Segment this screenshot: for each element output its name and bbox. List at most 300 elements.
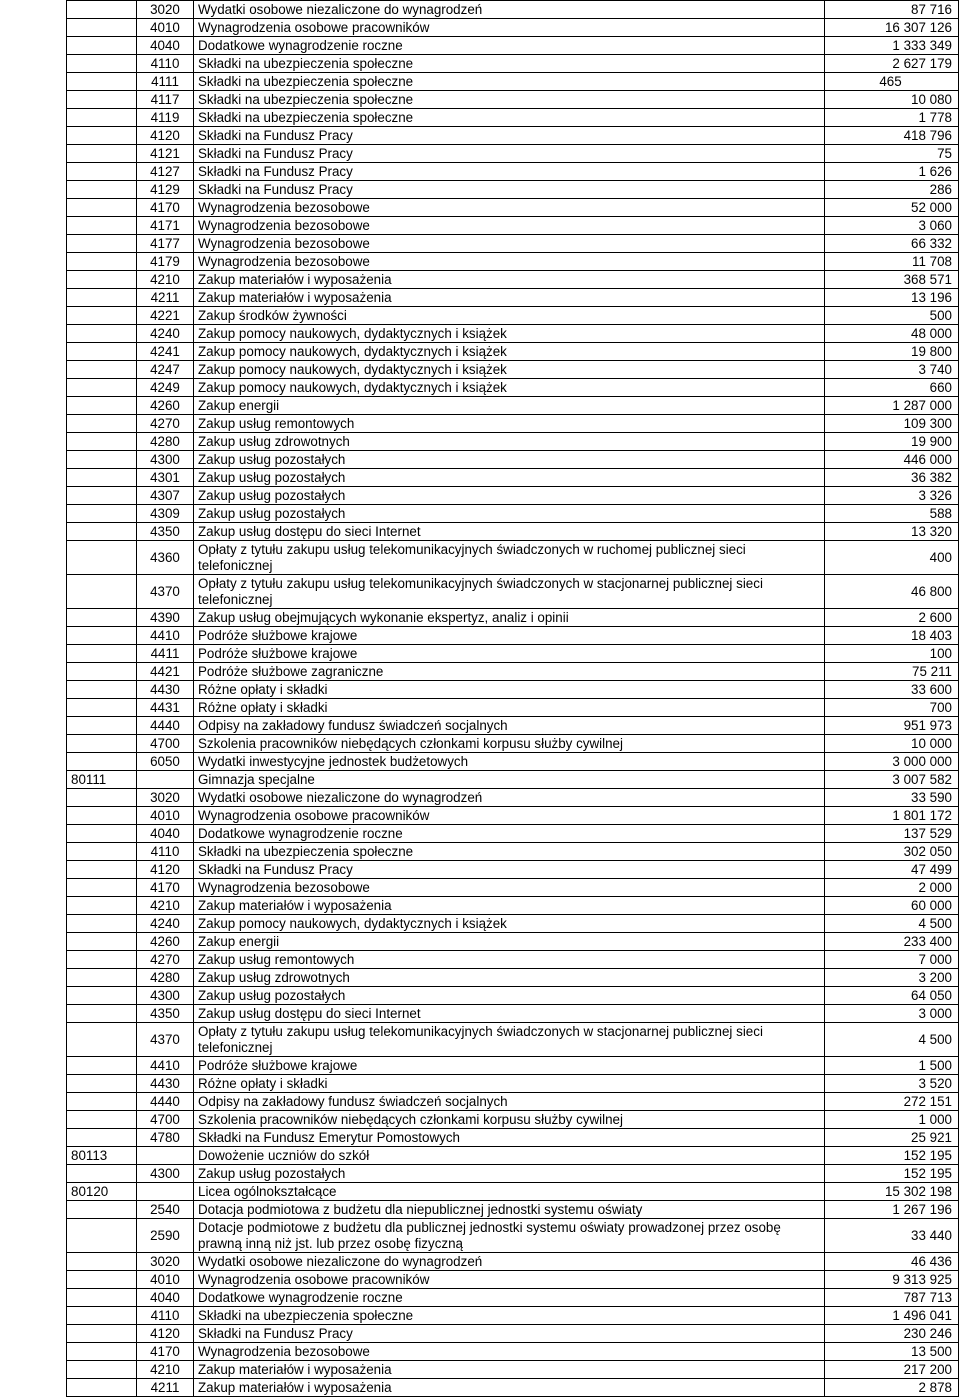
section-code-cell bbox=[67, 843, 137, 861]
section-code-cell bbox=[67, 37, 137, 55]
amount-cell: 446 000 bbox=[825, 451, 959, 469]
paragraph-code-cell: 3020 bbox=[137, 1, 194, 19]
section-code-cell bbox=[67, 1343, 137, 1361]
table-row bbox=[67, 451, 959, 469]
amount-cell: 272 151 bbox=[825, 1093, 959, 1111]
table-row bbox=[67, 1165, 959, 1183]
amount-cell: 2 000 bbox=[825, 879, 959, 897]
table-row bbox=[67, 1057, 959, 1075]
table-row bbox=[67, 1307, 959, 1325]
section-code-cell bbox=[67, 217, 137, 235]
amount-cell: 87 716 bbox=[825, 1, 959, 19]
amount-cell: 52 000 bbox=[825, 199, 959, 217]
paragraph-code-cell: 4280 bbox=[137, 433, 194, 451]
section-code-cell bbox=[67, 451, 137, 469]
section-code-cell bbox=[67, 163, 137, 181]
section-code-cell bbox=[67, 1111, 137, 1129]
description-cell: Wydatki inwestycyjne jednostek budżetowych bbox=[194, 753, 825, 771]
paragraph-code-cell: 4177 bbox=[137, 235, 194, 253]
description-cell: Zakup usług dostępu do sieci Internet bbox=[194, 523, 825, 541]
section-code-cell bbox=[67, 1093, 137, 1111]
section-code-cell bbox=[67, 55, 137, 73]
table-row bbox=[67, 541, 959, 575]
section-code-cell bbox=[67, 609, 137, 627]
description-cell: Wynagrodzenia osobowe pracowników bbox=[194, 19, 825, 37]
paragraph-code-cell: 4780 bbox=[137, 1129, 194, 1147]
description-cell: Opłaty z tytułu zakupu usług telekomunikacyjnych świadczonych w stacjonarnej publicznej sieci telefonicznej bbox=[194, 575, 825, 609]
table-row bbox=[67, 73, 959, 91]
section-code-cell bbox=[67, 627, 137, 645]
table-row bbox=[67, 717, 959, 735]
paragraph-code-cell: 4111 bbox=[137, 73, 194, 91]
paragraph-code-cell: 4010 bbox=[137, 807, 194, 825]
section-code-cell bbox=[67, 1361, 137, 1379]
section-code-cell bbox=[67, 235, 137, 253]
description-cell: Składki na Fundusz Pracy bbox=[194, 145, 825, 163]
section-code-cell bbox=[67, 1201, 137, 1219]
description-cell: Wynagrodzenia osobowe pracowników bbox=[194, 807, 825, 825]
section-code-cell bbox=[67, 807, 137, 825]
table-row bbox=[67, 37, 959, 55]
table-row bbox=[67, 699, 959, 717]
paragraph-code-cell: 4300 bbox=[137, 987, 194, 1005]
description-cell: Zakup usług pozostałych bbox=[194, 505, 825, 523]
amount-cell: 1 333 349 bbox=[825, 37, 959, 55]
paragraph-code-cell: 3020 bbox=[137, 789, 194, 807]
table-row bbox=[67, 897, 959, 915]
amount-cell: 787 713 bbox=[825, 1289, 959, 1307]
table-row bbox=[67, 217, 959, 235]
paragraph-code-cell: 4300 bbox=[137, 1165, 194, 1183]
section-code-cell bbox=[67, 325, 137, 343]
table-row bbox=[67, 627, 959, 645]
description-cell: Zakup pomocy naukowych, dydaktycznych i książek bbox=[194, 343, 825, 361]
paragraph-code-cell: 4121 bbox=[137, 145, 194, 163]
paragraph-code-cell: 4010 bbox=[137, 19, 194, 37]
paragraph-code-cell: 4350 bbox=[137, 1005, 194, 1023]
section-code-cell bbox=[67, 897, 137, 915]
section-code-cell bbox=[67, 1307, 137, 1325]
table-row bbox=[67, 1325, 959, 1343]
section-code-cell bbox=[67, 433, 137, 451]
section-code-cell bbox=[67, 1379, 137, 1397]
paragraph-code-cell: 4300 bbox=[137, 451, 194, 469]
amount-cell: 46 800 bbox=[825, 575, 959, 609]
section-code-cell bbox=[67, 1165, 137, 1183]
table-row bbox=[67, 109, 959, 127]
paragraph-code-cell: 4170 bbox=[137, 1343, 194, 1361]
section-code-cell bbox=[67, 645, 137, 663]
amount-cell: 3 060 bbox=[825, 217, 959, 235]
table-row bbox=[67, 879, 959, 897]
paragraph-code-cell: 4410 bbox=[137, 1057, 194, 1075]
description-cell: Gimnazja specjalne bbox=[194, 771, 825, 789]
paragraph-code-cell: 4179 bbox=[137, 253, 194, 271]
table-row bbox=[67, 1093, 959, 1111]
description-cell: Zakup materiałów i wyposażenia bbox=[194, 897, 825, 915]
description-cell: Wynagrodzenia bezosobowe bbox=[194, 217, 825, 235]
paragraph-code-cell: 4221 bbox=[137, 307, 194, 325]
section-code-cell bbox=[67, 487, 137, 505]
paragraph-code-cell: 4120 bbox=[137, 1325, 194, 1343]
section-code-cell bbox=[67, 663, 137, 681]
paragraph-code-cell: 4120 bbox=[137, 127, 194, 145]
description-cell: Podróże służbowe krajowe bbox=[194, 645, 825, 663]
description-cell: Dowożenie uczniów do szkół bbox=[194, 1147, 825, 1165]
section-code-cell bbox=[67, 523, 137, 541]
paragraph-code-cell: 4240 bbox=[137, 915, 194, 933]
table-row bbox=[67, 325, 959, 343]
paragraph-code-cell bbox=[137, 771, 194, 789]
table-row bbox=[67, 933, 959, 951]
table-row bbox=[67, 1271, 959, 1289]
table-row bbox=[67, 575, 959, 609]
table-row bbox=[67, 253, 959, 271]
paragraph-code-cell: 4247 bbox=[137, 361, 194, 379]
section-code-cell bbox=[67, 73, 137, 91]
description-cell: Dodatkowe wynagrodzenie roczne bbox=[194, 1289, 825, 1307]
description-cell: Wynagrodzenia bezosobowe bbox=[194, 235, 825, 253]
amount-cell: 13 320 bbox=[825, 523, 959, 541]
description-cell: Składki na Fundusz Emerytur Pomostowych bbox=[194, 1129, 825, 1147]
description-cell: Zakup usług pozostałych bbox=[194, 469, 825, 487]
section-code-cell bbox=[67, 825, 137, 843]
section-code-cell: 80111 bbox=[67, 771, 137, 789]
description-cell: Odpisy na zakładowy fundusz świadczeń socjalnych bbox=[194, 1093, 825, 1111]
paragraph-code-cell: 4210 bbox=[137, 1361, 194, 1379]
paragraph-code-cell: 4390 bbox=[137, 609, 194, 627]
section-code-cell bbox=[67, 1219, 137, 1253]
paragraph-code-cell: 4240 bbox=[137, 325, 194, 343]
description-cell: Składki na ubezpieczenia społeczne bbox=[194, 91, 825, 109]
amount-cell: 4 500 bbox=[825, 1023, 959, 1057]
amount-cell: 1 500 bbox=[825, 1057, 959, 1075]
description-cell: Szkolenia pracowników niebędących członkami korpusu służby cywilnej bbox=[194, 1111, 825, 1129]
section-code-cell bbox=[67, 1023, 137, 1057]
description-cell: Podróże służbowe krajowe bbox=[194, 627, 825, 645]
section-code-cell bbox=[67, 505, 137, 523]
amount-cell: 10 080 bbox=[825, 91, 959, 109]
description-cell: Zakup pomocy naukowych, dydaktycznych i książek bbox=[194, 379, 825, 397]
description-cell: Zakup pomocy naukowych, dydaktycznych i książek bbox=[194, 325, 825, 343]
section-code-cell bbox=[67, 1325, 137, 1343]
paragraph-code-cell: 4440 bbox=[137, 1093, 194, 1111]
amount-cell: 19 800 bbox=[825, 343, 959, 361]
paragraph-code-cell: 4431 bbox=[137, 699, 194, 717]
table-row bbox=[67, 753, 959, 771]
section-code-cell bbox=[67, 951, 137, 969]
section-code-cell bbox=[67, 1271, 137, 1289]
table-row bbox=[67, 789, 959, 807]
description-cell: Wynagrodzenia bezosobowe bbox=[194, 879, 825, 897]
description-cell: Podróże służbowe zagraniczne bbox=[194, 663, 825, 681]
amount-cell: 137 529 bbox=[825, 825, 959, 843]
table-row bbox=[67, 1, 959, 19]
amount-cell: 660 bbox=[825, 379, 959, 397]
amount-cell: 25 921 bbox=[825, 1129, 959, 1147]
paragraph-code-cell: 4120 bbox=[137, 861, 194, 879]
section-code-cell bbox=[67, 109, 137, 127]
amount-cell: 13 500 bbox=[825, 1343, 959, 1361]
description-cell: Składki na ubezpieczenia społeczne bbox=[194, 109, 825, 127]
amount-cell: 7 000 bbox=[825, 951, 959, 969]
description-cell: Podróże służbowe krajowe bbox=[194, 1057, 825, 1075]
amount-cell: 47 499 bbox=[825, 861, 959, 879]
table-row bbox=[67, 735, 959, 753]
description-cell: Składki na ubezpieczenia społeczne bbox=[194, 55, 825, 73]
section-code-cell bbox=[67, 379, 137, 397]
table-row bbox=[67, 145, 959, 163]
paragraph-code-cell bbox=[137, 1183, 194, 1201]
table-row bbox=[67, 415, 959, 433]
description-cell: Zakup materiałów i wyposażenia bbox=[194, 289, 825, 307]
description-cell: Wynagrodzenia bezosobowe bbox=[194, 1343, 825, 1361]
paragraph-code-cell: 4280 bbox=[137, 969, 194, 987]
section-code-cell bbox=[67, 343, 137, 361]
table-row bbox=[67, 1289, 959, 1307]
paragraph-code-cell: 4241 bbox=[137, 343, 194, 361]
amount-cell: 75 bbox=[825, 145, 959, 163]
description-cell: Wynagrodzenia osobowe pracowników bbox=[194, 1271, 825, 1289]
amount-cell: 418 796 bbox=[825, 127, 959, 145]
paragraph-code-cell bbox=[137, 1147, 194, 1165]
table-row bbox=[67, 1005, 959, 1023]
paragraph-code-cell: 4117 bbox=[137, 91, 194, 109]
table-row bbox=[67, 1361, 959, 1379]
section-code-cell: 80113 bbox=[67, 1147, 137, 1165]
amount-cell: 230 246 bbox=[825, 1325, 959, 1343]
section-code-cell bbox=[67, 699, 137, 717]
section-code-cell bbox=[67, 861, 137, 879]
description-cell: Szkolenia pracowników niebędących członkami korpusu służby cywilnej bbox=[194, 735, 825, 753]
section-code-cell bbox=[67, 969, 137, 987]
section-code-cell bbox=[67, 1289, 137, 1307]
paragraph-code-cell: 4430 bbox=[137, 681, 194, 699]
paragraph-code-cell: 4210 bbox=[137, 897, 194, 915]
table-row bbox=[67, 825, 959, 843]
section-code-cell bbox=[67, 1005, 137, 1023]
section-code-cell bbox=[67, 397, 137, 415]
description-cell: Dotacja podmiotowa z budżetu dla niepublicznej jednostki systemu oświaty bbox=[194, 1201, 825, 1219]
amount-cell: 10 000 bbox=[825, 735, 959, 753]
table-row bbox=[67, 843, 959, 861]
description-cell: Odpisy na zakładowy fundusz świadczeń socjalnych bbox=[194, 717, 825, 735]
table-row bbox=[67, 433, 959, 451]
description-cell: Zakup energii bbox=[194, 397, 825, 415]
amount-cell: 1 778 bbox=[825, 109, 959, 127]
section-code-cell bbox=[67, 789, 137, 807]
table-row bbox=[67, 523, 959, 541]
section-code-cell bbox=[67, 145, 137, 163]
table-row bbox=[67, 609, 959, 627]
section-code-cell bbox=[67, 91, 137, 109]
description-cell: Zakup energii bbox=[194, 933, 825, 951]
table-row bbox=[67, 1343, 959, 1361]
section-code-cell bbox=[67, 253, 137, 271]
paragraph-code-cell: 4127 bbox=[137, 163, 194, 181]
amount-cell: 951 973 bbox=[825, 717, 959, 735]
budget-table-body bbox=[67, 1, 959, 1397]
amount-cell: 4 500 bbox=[825, 915, 959, 933]
amount-cell: 33 440 bbox=[825, 1219, 959, 1253]
paragraph-code-cell: 4110 bbox=[137, 55, 194, 73]
description-cell: Składki na ubezpieczenia społeczne bbox=[194, 843, 825, 861]
section-code-cell bbox=[67, 307, 137, 325]
table-row bbox=[67, 1219, 959, 1253]
description-cell: Opłaty z tytułu zakupu usług telekomunikacyjnych świadczonych w ruchomej publicznej sieci telefonicznej bbox=[194, 541, 825, 575]
paragraph-code-cell: 4410 bbox=[137, 627, 194, 645]
paragraph-code-cell: 4700 bbox=[137, 735, 194, 753]
amount-cell: 400 bbox=[825, 541, 959, 575]
paragraph-code-cell: 4170 bbox=[137, 879, 194, 897]
table-row bbox=[67, 307, 959, 325]
description-cell: Zakup usług pozostałych bbox=[194, 487, 825, 505]
table-row bbox=[67, 1253, 959, 1271]
amount-cell: 152 195 bbox=[825, 1165, 959, 1183]
description-cell: Składki na Fundusz Pracy bbox=[194, 127, 825, 145]
section-code-cell bbox=[67, 199, 137, 217]
section-code-cell bbox=[67, 753, 137, 771]
description-cell: Zakup pomocy naukowych, dydaktycznych i książek bbox=[194, 361, 825, 379]
table-row bbox=[67, 487, 959, 505]
table-row bbox=[67, 1129, 959, 1147]
description-cell: Składki na Fundusz Pracy bbox=[194, 861, 825, 879]
section-code-cell bbox=[67, 987, 137, 1005]
paragraph-code-cell: 4270 bbox=[137, 415, 194, 433]
paragraph-code-cell: 4260 bbox=[137, 397, 194, 415]
amount-cell: 286 bbox=[825, 181, 959, 199]
amount-cell: 1 801 172 bbox=[825, 807, 959, 825]
paragraph-code-cell: 4430 bbox=[137, 1075, 194, 1093]
paragraph-code-cell: 4301 bbox=[137, 469, 194, 487]
amount-cell: 75 211 bbox=[825, 663, 959, 681]
table-row bbox=[67, 1111, 959, 1129]
paragraph-code-cell: 4010 bbox=[137, 1271, 194, 1289]
section-code-cell bbox=[67, 1, 137, 19]
table-row bbox=[67, 361, 959, 379]
description-cell: Wydatki osobowe niezaliczone do wynagrodzeń bbox=[194, 789, 825, 807]
amount-cell: 109 300 bbox=[825, 415, 959, 433]
table-row bbox=[67, 163, 959, 181]
paragraph-code-cell: 4110 bbox=[137, 1307, 194, 1325]
table-row bbox=[67, 55, 959, 73]
section-code-cell bbox=[67, 271, 137, 289]
amount-cell: 64 050 bbox=[825, 987, 959, 1005]
paragraph-code-cell: 4040 bbox=[137, 825, 194, 843]
table-row bbox=[67, 289, 959, 307]
paragraph-code-cell: 2590 bbox=[137, 1219, 194, 1253]
amount-cell: 700 bbox=[825, 699, 959, 717]
amount-cell: 66 332 bbox=[825, 235, 959, 253]
table-row bbox=[67, 861, 959, 879]
paragraph-code-cell: 4370 bbox=[137, 575, 194, 609]
amount-cell: 233 400 bbox=[825, 933, 959, 951]
paragraph-code-cell: 4309 bbox=[137, 505, 194, 523]
paragraph-code-cell: 4171 bbox=[137, 217, 194, 235]
paragraph-code-cell: 4421 bbox=[137, 663, 194, 681]
paragraph-code-cell: 4249 bbox=[137, 379, 194, 397]
description-cell: Dodatkowe wynagrodzenie roczne bbox=[194, 825, 825, 843]
paragraph-code-cell: 2540 bbox=[137, 1201, 194, 1219]
amount-cell: 2 600 bbox=[825, 609, 959, 627]
paragraph-code-cell: 4360 bbox=[137, 541, 194, 575]
table-row bbox=[67, 397, 959, 415]
table-row bbox=[67, 235, 959, 253]
paragraph-code-cell: 4700 bbox=[137, 1111, 194, 1129]
description-cell: Zakup usług pozostałych bbox=[194, 1165, 825, 1183]
amount-cell: 19 900 bbox=[825, 433, 959, 451]
paragraph-code-cell: 4119 bbox=[137, 109, 194, 127]
table-row bbox=[67, 771, 959, 789]
amount-cell: 100 bbox=[825, 645, 959, 663]
description-cell: Opłaty z tytułu zakupu usług telekomunikacyjnych świadczonych w stacjonarnej publicznej sieci telefonicznej bbox=[194, 1023, 825, 1057]
section-code-cell bbox=[67, 289, 137, 307]
description-cell: Zakup środków żywności bbox=[194, 307, 825, 325]
description-cell: Zakup usług remontowych bbox=[194, 951, 825, 969]
table-row bbox=[67, 91, 959, 109]
table-row bbox=[67, 379, 959, 397]
amount-cell: 16 307 126 bbox=[825, 19, 959, 37]
section-code-cell bbox=[67, 1075, 137, 1093]
table-row bbox=[67, 1075, 959, 1093]
section-code-cell bbox=[67, 735, 137, 753]
paragraph-code-cell: 4350 bbox=[137, 523, 194, 541]
table-row bbox=[67, 271, 959, 289]
table-row bbox=[67, 645, 959, 663]
amount-cell: 9 313 925 bbox=[825, 1271, 959, 1289]
description-cell: Różne opłaty i składki bbox=[194, 1075, 825, 1093]
amount-cell: 2 878 bbox=[825, 1379, 959, 1397]
description-cell: Zakup usług zdrowotnych bbox=[194, 433, 825, 451]
section-code-cell bbox=[67, 1129, 137, 1147]
description-cell: Dodatkowe wynagrodzenie roczne bbox=[194, 37, 825, 55]
amount-cell: 48 000 bbox=[825, 325, 959, 343]
amount-cell: 1 626 bbox=[825, 163, 959, 181]
table-row bbox=[67, 951, 959, 969]
table-row bbox=[67, 1379, 959, 1397]
section-code-cell bbox=[67, 933, 137, 951]
table-row bbox=[67, 1183, 959, 1201]
amount-cell: 500 bbox=[825, 307, 959, 325]
paragraph-code-cell: 4110 bbox=[137, 843, 194, 861]
section-code-cell bbox=[67, 541, 137, 575]
section-code-cell bbox=[67, 415, 137, 433]
table-row bbox=[67, 663, 959, 681]
description-cell: Zakup usług zdrowotnych bbox=[194, 969, 825, 987]
paragraph-code-cell: 4260 bbox=[137, 933, 194, 951]
description-cell: Składki na Fundusz Pracy bbox=[194, 181, 825, 199]
table-row bbox=[67, 181, 959, 199]
section-code-cell bbox=[67, 915, 137, 933]
table-row bbox=[67, 505, 959, 523]
amount-cell: 36 382 bbox=[825, 469, 959, 487]
description-cell: Wydatki osobowe niezaliczone do wynagrodzeń bbox=[194, 1, 825, 19]
amount-cell: 152 195 bbox=[825, 1147, 959, 1165]
paragraph-code-cell: 4211 bbox=[137, 289, 194, 307]
amount-cell: 217 200 bbox=[825, 1361, 959, 1379]
section-code-cell bbox=[67, 181, 137, 199]
paragraph-code-cell: 4370 bbox=[137, 1023, 194, 1057]
amount-cell: 1 000 bbox=[825, 1111, 959, 1129]
amount-cell: 1 496 041 bbox=[825, 1307, 959, 1325]
section-code-cell bbox=[67, 717, 137, 735]
table-row bbox=[67, 1023, 959, 1057]
section-code-cell bbox=[67, 19, 137, 37]
table-row bbox=[67, 915, 959, 933]
section-code-cell bbox=[67, 1057, 137, 1075]
paragraph-code-cell: 4129 bbox=[137, 181, 194, 199]
section-code-cell bbox=[67, 575, 137, 609]
